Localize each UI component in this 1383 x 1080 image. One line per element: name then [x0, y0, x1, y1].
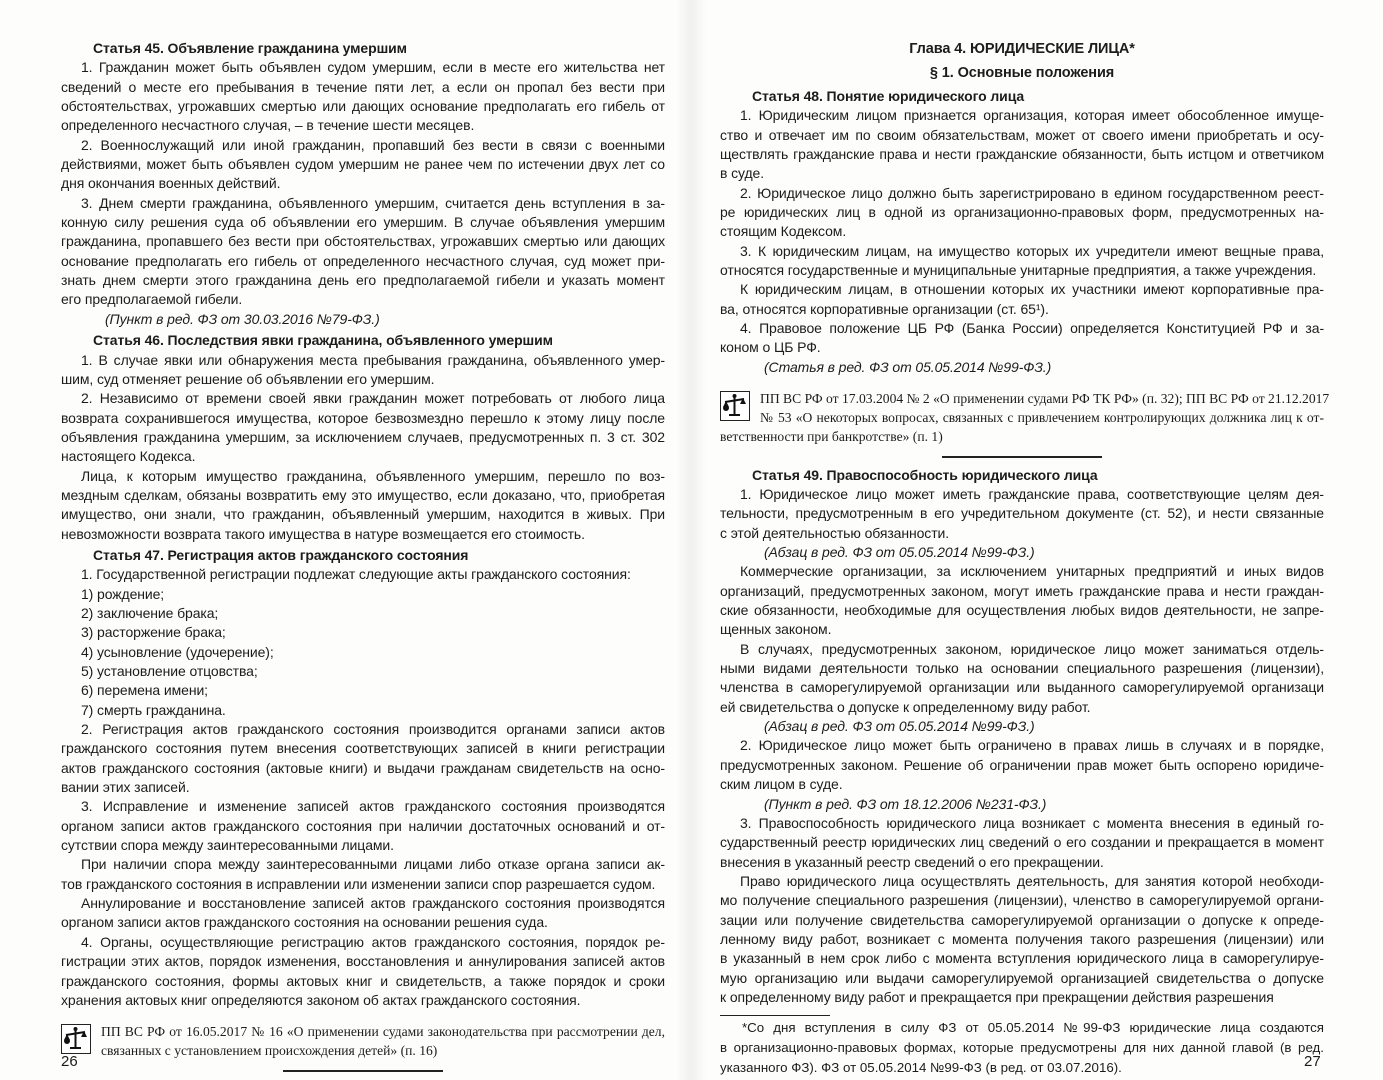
paragraph	[61, 894, 665, 933]
footnote	[720, 1015, 1324, 1078]
text-line: Право юридического лица осуществлять деятельность, для занятия которой необходи-	[740, 872, 1324, 889]
text-line: щенных законом.	[720, 621, 832, 638]
text-line: (Абзац в ред. ФЗ от 05.05.2014 №99-ФЗ.)	[764, 718, 1035, 735]
amendment-note	[720, 717, 1324, 736]
court-ruling-note	[61, 1022, 665, 1072]
text-line: ществлять гражданские права и нести гражданские обязанности, быть истцом и ответчиком	[720, 146, 1324, 163]
text-line: сударственный реестр юридических лиц сведений о его создании и прекращается в момент	[720, 834, 1324, 851]
text-line: действиями, может быть объявлен судом умершим не ранее чем по истечении двух лет со	[61, 156, 665, 173]
article-heading	[61, 546, 665, 565]
court-ruling-note	[720, 389, 1330, 458]
amendment-note	[720, 358, 1324, 377]
paragraph	[61, 720, 665, 797]
text-line: 4. Органы, осуществляющие регистрацию актов гражданского состояния, порядок ре-	[81, 933, 665, 950]
amendment-note	[720, 795, 1324, 814]
list	[61, 585, 665, 720]
text-line: ленному виду работ, возникает с момента получения такого разрешения (лицензии) или	[720, 930, 1324, 947]
list-item: 1) рождение;	[81, 585, 165, 602]
text-line: мую организацию или выдачи саморегулируемой организацией свидетельства о допуске	[720, 969, 1324, 986]
text-line: стоящим Кодексом.	[720, 223, 847, 240]
text-line: ским лицом в суде.	[720, 776, 843, 793]
amendment-note	[61, 310, 665, 329]
text-line: гражданина, пропавшего без вести при обстоятельствах, угрожавших смертью или дающих	[61, 233, 665, 250]
article-heading	[720, 466, 1324, 485]
paragraph	[61, 136, 665, 194]
list-item: 4) усыновление (удочерение);	[81, 643, 274, 660]
text-line: 2. Военнослужащий или иной гражданин, пропавший без вести в связи с военными	[81, 136, 665, 153]
text-line: § 1. Основные положения	[929, 65, 1115, 81]
list-item: 7) смерть гражданина.	[81, 701, 226, 718]
text-line: настоящего Кодекса.	[61, 448, 196, 465]
text-line: (Статья в ред. ФЗ от 05.05.2014 №99-ФЗ.)	[764, 358, 1052, 375]
text-line: сведений о месте его пребывания в течение пяти лет, а если он пропал без вести при	[61, 78, 665, 95]
text-line: Аннулирование и восстановление записей актов гражданского состояния производятся	[81, 895, 665, 912]
text-line: мо получение специального разрешения (лицензии), членство в саморегулируемой органи-	[720, 892, 1324, 909]
text-line: связанных с установлением происхождения детей» (п. 16)	[101, 1043, 438, 1059]
text-line: 3. К юридическим лицам, на имущество которых их учредители имеют вещные права,	[740, 242, 1324, 259]
article-title: Статья 48. Понятие юридического лица	[752, 88, 1025, 104]
text-line: В случаях, предусмотренных законом, юридическое лицо может заниматься отдель-	[740, 640, 1324, 657]
text-line: (Пункт в ред. ФЗ от 30.03.2016 №79-ФЗ.)	[105, 310, 380, 327]
list-item: 5) установление отцовства;	[81, 663, 258, 679]
text-line: дня окончания военных действий.	[61, 175, 281, 192]
text-line: указанного ФЗ). ФЗ от 05.05.2014 №99-ФЗ (в ред. от 03.07.2016).	[720, 1060, 1122, 1076]
article-heading	[61, 331, 665, 350]
text-line: При наличии спора между заинтересованными лицами либо отказе органа записи ак-	[81, 856, 665, 873]
list-item: 2) заключение брака;	[81, 604, 219, 621]
text-line: основание предполагать его гибель от определенного несчастного случая, суд может при-	[61, 252, 665, 269]
paragraph	[61, 351, 665, 390]
paragraph	[61, 194, 665, 310]
scales-of-justice-icon	[61, 1024, 91, 1054]
page-number-left: 26	[61, 1053, 78, 1070]
paragraph	[61, 933, 665, 1010]
text-line: предусмотренных законом. Решение об ограничении прав может быть оспорено юридиче-	[720, 756, 1324, 773]
text-line: ПП ВС РФ от 16.05.2017 № 16 «О применении судами законодательства при рассмотрении дел,	[101, 1024, 665, 1040]
text-line: к определенному виду работ и прекращается при прекращении действия разрешения	[720, 988, 1274, 1005]
paragraph	[61, 565, 665, 584]
section-divider	[942, 456, 1102, 458]
page-number-right: 27	[1304, 1053, 1321, 1070]
text-line: коном о ЦБ РФ.	[720, 339, 821, 356]
text-line: органом записи актов гражданского состояния на основании решения суда.	[61, 914, 548, 931]
text-line: с этой деятельностью обязанности.	[720, 524, 950, 541]
text-line: определенного несчастного случая, – в течение шести месяцев.	[61, 117, 475, 134]
text-line: шим, суд отменяет решение об объявлении его умершим.	[61, 370, 435, 387]
amendment-note	[720, 543, 1324, 562]
text-line: ва, относятся корпоративные организации (ст. 65¹).	[720, 300, 1049, 317]
text-line: мездным сделкам, обязаны возвратить ему это имущество, если доказано, что, приобретая	[61, 486, 665, 503]
text-line: тельности, предусмотренным в его учредительном документе (ст. 52), и нести связанные	[720, 505, 1324, 522]
text-line: конную силу решения суда об объявлении его умершим. В случае объявления умершим	[61, 214, 665, 231]
paragraph	[61, 389, 665, 466]
paragraph	[720, 280, 1324, 319]
paragraph	[720, 562, 1324, 639]
text-line: Глава 4. ЮРИДИЧЕСКИЕ ЛИЦА*	[909, 41, 1135, 57]
text-line: невозможности возврата такого имущества в натуре возмещается его стоимость.	[61, 525, 585, 542]
article-title: Статья 46. Последствия явки гражданина, объявленного умершим	[93, 332, 553, 349]
text-line: Коммерческие организации, за исключением унитарных предприятий и иных видов	[740, 563, 1324, 580]
text-line: Лица, к которым имущество гражданина, объявленного умершим, перешло по воз-	[81, 467, 665, 484]
text-line: хранения актовых книг определяются законом об актах гражданского состояния.	[61, 991, 581, 1008]
text-line: 1. В случае явки или обнаружения места пребывания гражданина, объявленного умер-	[81, 351, 665, 368]
article-title: Статья 47. Регистрация актов гражданского состояния	[93, 546, 469, 563]
text-line: ре юридических лиц в одной из организационно-правовых форм, предусмотренных на-	[720, 204, 1324, 221]
text-line: вании этих записей.	[61, 779, 190, 796]
text-line: 2. Регистрация актов гражданского состояния производится органами записи актов	[81, 721, 665, 738]
paragraph	[61, 58, 665, 135]
text-line: в суде.	[720, 165, 765, 182]
text-line: в организационно-правовых формах, которые предусмотрены для них данной главой (в ред.	[720, 1040, 1324, 1056]
text-line: его предполагаемой гибели.	[61, 291, 243, 308]
text-line: 3. Исправление и изменение записей актов гражданского состояния производятся	[81, 798, 665, 815]
text-line: знать днем смерти этого гражданина день его предполагаемой гибели и указать момент	[61, 272, 665, 289]
section-divider	[283, 1070, 443, 1072]
text-line: членства в саморегулируемой организации или выданного саморегулируемой организаци	[720, 679, 1324, 696]
text-line: 3. Днем смерти гражданина, объявленного умершим, считается день вступления в за-	[81, 194, 665, 211]
list-item: 6) перемена имени;	[81, 682, 208, 699]
text-line: ветственности при банкротстве» (п. 1)	[720, 429, 943, 445]
text-line: 1. Гражданин может быть объявлен судом умершим, если в месте его жительства нет	[81, 59, 665, 76]
text-line: тов гражданского состояния в исправлении или изменении записи спор разрешается судом.	[61, 875, 656, 892]
text-line: ей свидетельства о допуске к определенному виду работ.	[720, 698, 1091, 715]
paragraph	[61, 797, 665, 855]
text-line: ными видами деятельности только на основании специального разрешения (лицензии),	[720, 660, 1324, 677]
text-line: обстоятельствах, угрожавших смертью или дающих основание предполагать его гибель от	[61, 98, 665, 115]
text-line: в указанный в нем срок либо с момента вступления юридического лица в саморегулируе-	[720, 950, 1324, 967]
text-line: 1. Юридическое лицо может иметь гражданские права, соответствующие целям дея-	[740, 486, 1324, 502]
text-line: 2. Юридическое лицо может быть ограничено в правах лишь в случаях и в порядке,	[740, 737, 1324, 754]
article-heading	[720, 87, 1324, 106]
scales-of-justice-icon	[720, 391, 750, 421]
paragraph	[720, 485, 1324, 543]
text-line: органом записи актов гражданского состояния при наличии достаточных оснований и от-	[61, 817, 665, 834]
text-line: (Абзац в ред. ФЗ от 05.05.2014 №99-ФЗ.)	[764, 544, 1035, 561]
right-page	[720, 37, 1330, 1078]
text-line: объявления гражданина умершим, за исключением случаев, предусмотренных п. 3 ст. 302	[61, 428, 665, 445]
paragraph	[720, 872, 1324, 1007]
text-line: К юридическим лицам, в отношении которых их участники имеют корпоративные пра-	[740, 281, 1324, 298]
text-line: № 53 «О некоторых вопросах, связанных с привлечением контролирующих должника лиц к от-	[760, 410, 1324, 426]
article-heading	[61, 39, 665, 58]
text-line: ПП ВС РФ от 17.03.2004 № 2 «О применении судами РФ ТК РФ» (п. 32); ПП ВС РФ от 21.12.2017	[760, 391, 1330, 407]
text-line: имущество, они знали, что гражданин, объявленный умершим, находится в живых. При	[61, 506, 665, 523]
text-line: 2. Юридическое лицо должно быть зарегистрировано в едином государственном реест-	[740, 184, 1324, 201]
text-line: гражданского состояния, формы актовых книг и свидетельств, а также порядок и сроки	[61, 972, 665, 989]
text-line: организаций, предусмотренных законом, могут иметь гражданские права и нести граждан-	[720, 582, 1324, 599]
paragraph	[720, 184, 1324, 242]
text-line: актов гражданского состояния (актовые книги) и выдачи гражданам свидетельств на осно-	[61, 759, 665, 776]
text-line: внесения в указанный реестр сведений о его прекращении.	[720, 853, 1104, 870]
paragraph	[61, 855, 665, 894]
book-gutter	[676, 0, 706, 1080]
article-title: Статья 45. Объявление гражданина умершим	[93, 40, 407, 56]
text-line: 4. Правовое положение ЦБ РФ (Банка России) определяется Конституцией РФ и за-	[740, 320, 1324, 337]
list-item: 3) расторжение брака;	[81, 624, 226, 641]
text-line: (Пункт в ред. ФЗ от 18.12.2006 №231-ФЗ.)	[764, 795, 1047, 812]
paragraph	[720, 736, 1324, 794]
text-line: гистрации этих актов, порядок изменения, восстановления и аннулирования записей актов	[61, 953, 665, 970]
text-line: 3. Правоспособность юридического лица возникает с момента внесения в единый го-	[740, 814, 1324, 831]
text-line: зации или получение свидетельства саморегулируемой организации о допуске к опреде-	[720, 911, 1324, 928]
footnote-divider	[720, 1015, 830, 1016]
text-line: *Со дня вступления в силу ФЗ от 05.05.2014 №99-ФЗ юридические лица создаются	[742, 1020, 1324, 1036]
text-line: 1. Государственной регистрации подлежат следующие акты гражданского состояния:	[81, 566, 631, 583]
chapter-heading	[720, 37, 1324, 85]
text-line: ские обязанности, необходимые для осуществления любых видов деятельности, не запре-	[720, 602, 1324, 619]
paragraph	[720, 319, 1324, 358]
text-line: сутствии спора между заинтересованными лицами.	[61, 837, 394, 854]
text-line: гражданского состояния путем внесения соответствующих записей в книги регистрации	[61, 740, 665, 757]
paragraph	[720, 814, 1324, 872]
text-line: относятся государственные и муниципальные унитарные предприятия, а также учреждения.	[720, 262, 1317, 279]
paragraph	[720, 640, 1324, 717]
paragraph	[61, 467, 665, 544]
text-line: возврата сохранившегося имущества, которое безвозмездно перешло к этому лицу после	[61, 409, 665, 426]
article-title: Статья 49. Правоспособность юридического лица	[752, 466, 1098, 483]
text-line: ство и отвечает им по своим обязательствам, может от своего имени приобретать и осу-	[720, 126, 1324, 143]
paragraph	[720, 242, 1324, 281]
paragraph	[720, 106, 1324, 183]
left-page	[61, 37, 665, 1080]
text-line: 1. Юридическим лицом признается организация, которая имеет обособленное имуще-	[740, 107, 1324, 124]
text-line: 2. Независимо от времени своей явки гражданин может потребовать от любого лица	[81, 390, 665, 407]
